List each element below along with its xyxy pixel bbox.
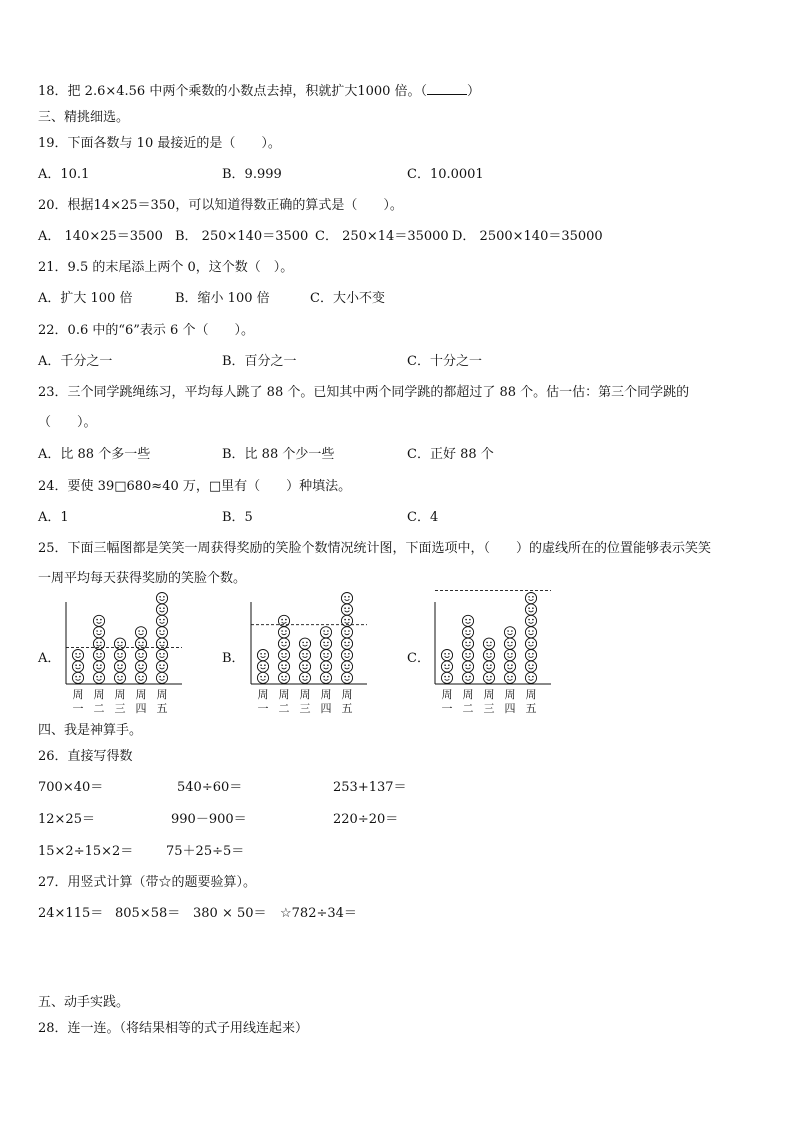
question-25: 25．下面三幅图都是笑笑一周获得奖励的笑脸个数情况统计图，下面选项中，（ ）的虚线所在的位置能够表示笑笑 — [38, 541, 712, 556]
option-b[interactable]: B．缩小 100 倍 — [175, 291, 270, 306]
option-b[interactable]: B．9.999 — [222, 167, 282, 182]
question-28: 28．连一连。（将结果相等的式子用线连起来） — [38, 1021, 309, 1036]
smiley-face-icon — [504, 672, 515, 683]
day-label: 二 — [278, 702, 290, 715]
option-b[interactable]: B．百分之一 — [222, 354, 297, 369]
smiley-face-icon — [135, 627, 146, 638]
day-label: 周 — [93, 688, 105, 701]
smiley-face-icon — [341, 661, 352, 672]
day-label: 周 — [483, 688, 495, 701]
smiley-face-icon — [278, 638, 289, 649]
question-24: 24．要使 39□680≈40 万，□里有（ ）种填法。 — [38, 479, 352, 494]
question-20: 20．根据14×25＝350，可以知道得数正确的算式是（ ）。 — [38, 198, 403, 213]
vertical-calc-item: 380 × 50＝ — [193, 906, 267, 921]
day-label: 五 — [156, 702, 168, 715]
smiley-face-icon — [462, 615, 473, 626]
chart-option-c-label[interactable]: C． — [407, 651, 430, 666]
day-label: 四 — [320, 702, 332, 715]
smiley-face-icon — [341, 604, 352, 615]
calc-item: 75＋25÷5＝ — [166, 844, 245, 859]
smiley-face-icon — [504, 627, 515, 638]
day-label: 周 — [462, 688, 474, 701]
day-label: 周 — [72, 688, 84, 701]
question-26: 26．直接写得数 — [38, 749, 133, 764]
question-23: 23．三个同学跳绳练习，平均每人跳了 88 个。已知其中两个同学跳的都超过了 88 个。估一估：第三个同学跳的 — [38, 385, 690, 400]
smiley-face-icon — [114, 672, 125, 683]
smiley-face-icon — [504, 650, 515, 661]
smiley-face-icon — [320, 661, 331, 672]
smiley-face-icon — [299, 672, 310, 683]
option-a[interactable]: A．比 88 个多一些 — [38, 447, 151, 462]
smiley-face-icon — [72, 672, 83, 683]
pictograph-chart-c[interactable] — [427, 598, 555, 720]
day-label: 三 — [114, 702, 126, 715]
option-a[interactable]: A．千分之一 — [38, 354, 113, 369]
day-label: 周 — [441, 688, 453, 701]
question-19: 19．下面各数与 10 最接近的是（ ）。 — [38, 136, 281, 151]
smiley-face-icon — [504, 638, 515, 649]
smiley-face-icon — [341, 650, 352, 661]
question-text: 18．把 2.6×4.56 中两个乘数的小数点去掉，积就扩大1000 倍。（ — [38, 84, 428, 99]
calc-item: 15×2÷15×2＝ — [38, 844, 134, 859]
calc-item: 253+137＝ — [333, 780, 407, 795]
day-label: 周 — [299, 688, 311, 701]
day-label: 四 — [135, 702, 147, 715]
question-23-cont: （ ）。 — [38, 415, 97, 430]
smiley-face-icon — [341, 672, 352, 683]
day-label: 一 — [257, 702, 269, 715]
smiley-face-icon — [257, 661, 268, 672]
chart-option-a-label[interactable]: A． — [38, 651, 61, 666]
smiley-face-icon — [441, 650, 452, 661]
day-label: 周 — [257, 688, 269, 701]
option-c[interactable]: C．大小不变 — [310, 291, 385, 306]
smiley-face-icon — [93, 650, 104, 661]
pictograph-chart-a[interactable] — [58, 598, 186, 720]
smiley-face-icon — [525, 672, 536, 683]
smiley-face-icon — [525, 593, 536, 604]
vertical-calc-item: ☆782÷34＝ — [280, 906, 357, 921]
smiley-face-icon — [525, 615, 536, 626]
smiley-face-icon — [114, 650, 125, 661]
smiley-face-icon — [441, 672, 452, 683]
option-b[interactable]: B．5 — [222, 510, 253, 525]
smiley-face-icon — [341, 638, 352, 649]
smiley-face-icon — [72, 650, 83, 661]
smiley-face-icon — [320, 627, 331, 638]
day-label: 一 — [441, 702, 453, 715]
smiley-face-icon — [278, 627, 289, 638]
day-label: 一 — [72, 702, 84, 715]
smiley-face-icon — [156, 627, 167, 638]
question-25-cont: 一周平均每天获得奖励的笑脸个数。 — [38, 571, 247, 586]
smiley-face-icon — [156, 615, 167, 626]
day-label: 二 — [462, 702, 474, 715]
smiley-face-icon — [257, 650, 268, 661]
smiley-face-icon — [483, 672, 494, 683]
smiley-face-icon — [320, 650, 331, 661]
day-label: 周 — [135, 688, 147, 701]
option-b[interactable]: B．比 88 个少一些 — [222, 447, 335, 462]
smiley-face-icon — [156, 593, 167, 604]
smiley-face-icon — [299, 638, 310, 649]
smiley-face-icon — [257, 672, 268, 683]
smiley-face-icon — [462, 661, 473, 672]
smiley-face-icon — [320, 638, 331, 649]
question-18 — [38, 82, 480, 101]
question-21: 21．9.5 的末尾添上两个 0，这个数（ ）。 — [38, 260, 294, 275]
vertical-calc-item: 24×115＝ — [38, 906, 104, 921]
smiley-face-icon — [156, 672, 167, 683]
option-c[interactable]: C． 250×14＝35000 — [315, 229, 449, 244]
smiley-face-icon — [525, 650, 536, 661]
calc-item: 700×40＝ — [38, 780, 104, 795]
smiley-face-icon — [156, 650, 167, 661]
section-5-heading: 五、动手实践。 — [38, 995, 130, 1010]
smiley-face-icon — [462, 627, 473, 638]
smiley-face-icon — [462, 638, 473, 649]
option-a[interactable]: A．10.1 — [38, 167, 90, 182]
calc-item: 990－900＝ — [171, 812, 247, 827]
smiley-face-icon — [156, 661, 167, 672]
day-label: 五 — [341, 702, 353, 715]
smiley-face-icon — [341, 627, 352, 638]
smiley-face-icon — [93, 672, 104, 683]
day-label: 周 — [156, 688, 168, 701]
chart-option-b-label[interactable]: B． — [222, 651, 245, 666]
smiley-face-icon — [278, 672, 289, 683]
smiley-face-icon — [504, 661, 515, 672]
option-a[interactable]: A．扩大 100 倍 — [38, 291, 133, 306]
smiley-face-icon — [441, 661, 452, 672]
day-label: 周 — [320, 688, 332, 701]
smiley-face-icon — [462, 650, 473, 661]
option-c[interactable]: C．十分之一 — [407, 354, 482, 369]
smiley-face-icon — [135, 650, 146, 661]
smiley-face-icon — [462, 672, 473, 683]
smiley-face-icon — [93, 615, 104, 626]
smiley-face-icon — [93, 627, 104, 638]
answer-blank[interactable] — [427, 82, 467, 95]
option-c[interactable]: C．正好 88 个 — [407, 447, 494, 462]
question-22: 22．0.6 中的“6”表示 6 个（ ）。 — [38, 323, 254, 338]
day-label: 周 — [341, 688, 353, 701]
smiley-face-icon — [525, 638, 536, 649]
option-b[interactable]: B． 250×140＝3500 — [175, 229, 309, 244]
smiley-face-icon — [135, 661, 146, 672]
smiley-face-icon — [299, 661, 310, 672]
day-label: 周 — [278, 688, 290, 701]
smiley-face-icon — [341, 593, 352, 604]
day-label: 三 — [299, 702, 311, 715]
smiley-face-icon — [320, 672, 331, 683]
option-c[interactable]: C．10.0001 — [407, 167, 484, 182]
option-a[interactable]: A． 140×25＝3500 — [38, 229, 163, 244]
day-label: 四 — [504, 702, 516, 715]
day-label: 周 — [114, 688, 126, 701]
smiley-face-icon — [299, 650, 310, 661]
option-c[interactable]: C．4 — [407, 510, 439, 525]
smiley-face-icon — [525, 604, 536, 615]
smiley-face-icon — [525, 661, 536, 672]
day-label: 周 — [525, 688, 537, 701]
smiley-face-icon — [483, 650, 494, 661]
calc-item: 540÷60＝ — [177, 780, 243, 795]
pictograph-chart-b[interactable] — [243, 598, 371, 720]
question-27: 27．用竖式计算（带☆的题要验算）。 — [38, 875, 257, 890]
smiley-face-icon — [483, 638, 494, 649]
smiley-face-icon — [72, 661, 83, 672]
calc-item: 220÷20＝ — [333, 812, 399, 827]
day-label: 三 — [483, 702, 495, 715]
smiley-face-icon — [114, 661, 125, 672]
smiley-face-icon — [278, 650, 289, 661]
day-label: 周 — [504, 688, 516, 701]
vertical-calc-item: 805×58＝ — [115, 906, 181, 921]
smiley-face-icon — [135, 672, 146, 683]
smiley-face-icon — [525, 627, 536, 638]
option-d[interactable]: D． 2500×140＝35000 — [452, 229, 603, 244]
section-3-heading: 三、精挑细选。 — [38, 110, 130, 125]
day-label: 二 — [93, 702, 105, 715]
smiley-face-icon — [483, 661, 494, 672]
smiley-face-icon — [278, 661, 289, 672]
section-4-heading: 四、我是神算手。 — [38, 723, 143, 738]
day-label: 五 — [525, 702, 537, 715]
question-text-end: ） — [467, 84, 481, 99]
smiley-face-icon — [93, 661, 104, 672]
option-a[interactable]: A．1 — [38, 510, 69, 525]
smiley-face-icon — [156, 604, 167, 615]
calc-item: 12×25＝ — [38, 812, 95, 827]
